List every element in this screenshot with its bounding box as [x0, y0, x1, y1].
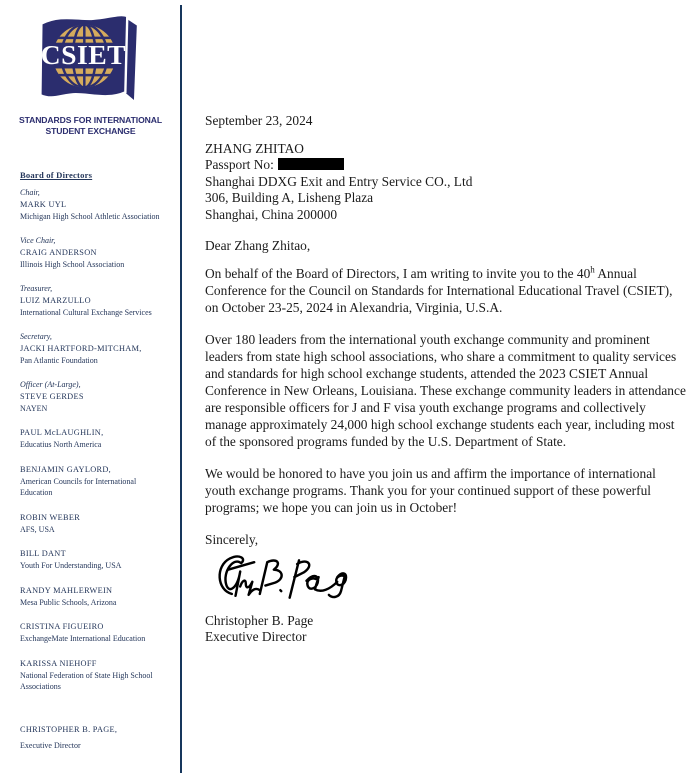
board-member [20, 379, 168, 414]
recipient-block [205, 141, 687, 223]
passport-redaction [278, 158, 344, 171]
board-member-name: BILL DANT [20, 549, 66, 558]
board-member [20, 283, 168, 318]
paragraph-1 [205, 265, 687, 316]
board-member-org: Youth For Understanding, USA [20, 561, 122, 570]
board-member-org: American Councils for International Education [20, 476, 137, 497]
address-line: Shanghai DDXG Exit and Entry Service CO., Ltd [205, 173, 473, 189]
logo-caption-line2: STUDENT EXCHANGE [45, 125, 136, 136]
csiet-flag-logo-icon [28, 6, 154, 108]
board-member-org: AFS, USA [20, 524, 55, 534]
board-member-name: PAUL McLAUGHLIN, [20, 428, 104, 437]
board-heading: Board of Directors [20, 170, 93, 180]
board-member-role: Officer (At-Large), [20, 380, 81, 389]
board-of-directors [20, 170, 168, 706]
logo-caption-line1: STANDARDS FOR INTERNATIONAL [18, 115, 163, 125]
board-member [20, 548, 168, 572]
board-member-name: LUIZ MARZULLO [20, 295, 91, 305]
paragraph-1-text: Annual Conference for the Council on Standards for International Educational Travel (CSIET), on October 23-25, 2024 in Alexandria, Virginia, U.S.A. [205, 266, 673, 316]
board-member-role: Chair, [20, 188, 40, 197]
closing: Sincerely, [205, 532, 259, 548]
footer-director-name: CHRISTOPHER B. PAGE, [20, 725, 118, 734]
signer-name: Christopher B. Page [205, 613, 314, 629]
board-member [20, 187, 168, 222]
board-member-name: JACKI HARTFORD-MITCHAM, [20, 343, 142, 353]
paragraph-3: We would be honored to have you join us and affirm the importance of international youth exchange programs. Thank you for your continued support of these powerful programs; we hope you can join us in October! [205, 466, 656, 516]
board-member [20, 621, 168, 645]
paragraph-1-superscript: h [590, 264, 595, 275]
letter-body [205, 112, 687, 645]
paragraph-1-text: On behalf of the Board of Directors, I am writing to invite you to the 40 [205, 266, 591, 282]
board-member-name: STEVE GERDES [20, 391, 84, 401]
board-member [20, 427, 168, 451]
board-member-role: Vice Chair, [20, 236, 56, 245]
board-member-org: Illinois High School Association [20, 259, 125, 269]
board-member-org: International Cultural Exchange Services [20, 307, 152, 317]
vertical-divider [180, 5, 182, 773]
address-line: Shanghai, China 200000 [205, 206, 338, 222]
signature-image [205, 551, 687, 611]
board-member-org: ExchangeMate International Education [20, 634, 146, 643]
signer-title: Executive Director [205, 629, 307, 645]
sidebar [0, 0, 181, 773]
board-list [20, 187, 168, 693]
logo-caption [0, 115, 181, 136]
board-member-name: KARISSA NIEHOFF [20, 658, 97, 668]
handwritten-signature-icon [205, 551, 365, 607]
logo-acronym: CSIET [40, 39, 126, 71]
passport-line [205, 157, 687, 173]
board-member-org: Pan Atlantic Foundation [20, 355, 98, 365]
board-member-role: Treasurer, [20, 284, 53, 293]
board-member [20, 585, 168, 609]
letter-date: September 23, 2024 [205, 113, 313, 128]
paragraph-2: Over 180 leaders from the international youth exchange community and prominent leaders from state high school associations, who share a commitment to quality services and standards for high school exchange students, attended the 2023 CSIET Annual Conference in New Orleans, Louisiana. These exchange community leaders in attendance are responsible officers for J and F visa youth exchange programs and collectively manage approximately 24,000 high school exchange students each year, including most of the sponsored programs funded by the U.S. Department of State. [205, 332, 686, 450]
address-line: 306, Building A, Lisheng Plaza [205, 190, 374, 206]
board-member [20, 331, 168, 366]
board-member [20, 512, 168, 536]
passport-label: Passport No: [205, 157, 274, 173]
board-member-role: Secretary, [20, 332, 52, 341]
board-footer [20, 724, 170, 752]
board-member-org: NAYEN [20, 403, 48, 413]
signer-block [205, 613, 687, 645]
board-member-name: MARK UYL [20, 199, 67, 209]
board-member-name: RANDY MAHLERWEIN [20, 585, 113, 595]
board-member-org: Educatius North America [20, 440, 102, 449]
board-member-org: Mesa Public Schools, Arizona [20, 597, 117, 607]
salutation: Dear Zhang Zhitao, [205, 238, 311, 254]
board-member [20, 658, 168, 693]
board-member [20, 464, 168, 499]
board-member-name: CRISTINA FIGUEIRO [20, 622, 104, 631]
footer-director-title: Executive Director [20, 741, 81, 750]
csiet-logo [0, 6, 181, 136]
board-member-org: Michigan High School Athletic Association [20, 211, 160, 221]
board-member-name: ROBIN WEBER [20, 512, 81, 522]
board-member-org: National Federation of State High School Associations [20, 670, 153, 691]
board-member-name: BENJAMIN GAYLORD, [20, 464, 111, 474]
board-member [20, 235, 168, 270]
board-member-name: CRAIG ANDERSON [20, 247, 97, 257]
recipient-name: ZHANG ZHITAO [205, 141, 304, 156]
